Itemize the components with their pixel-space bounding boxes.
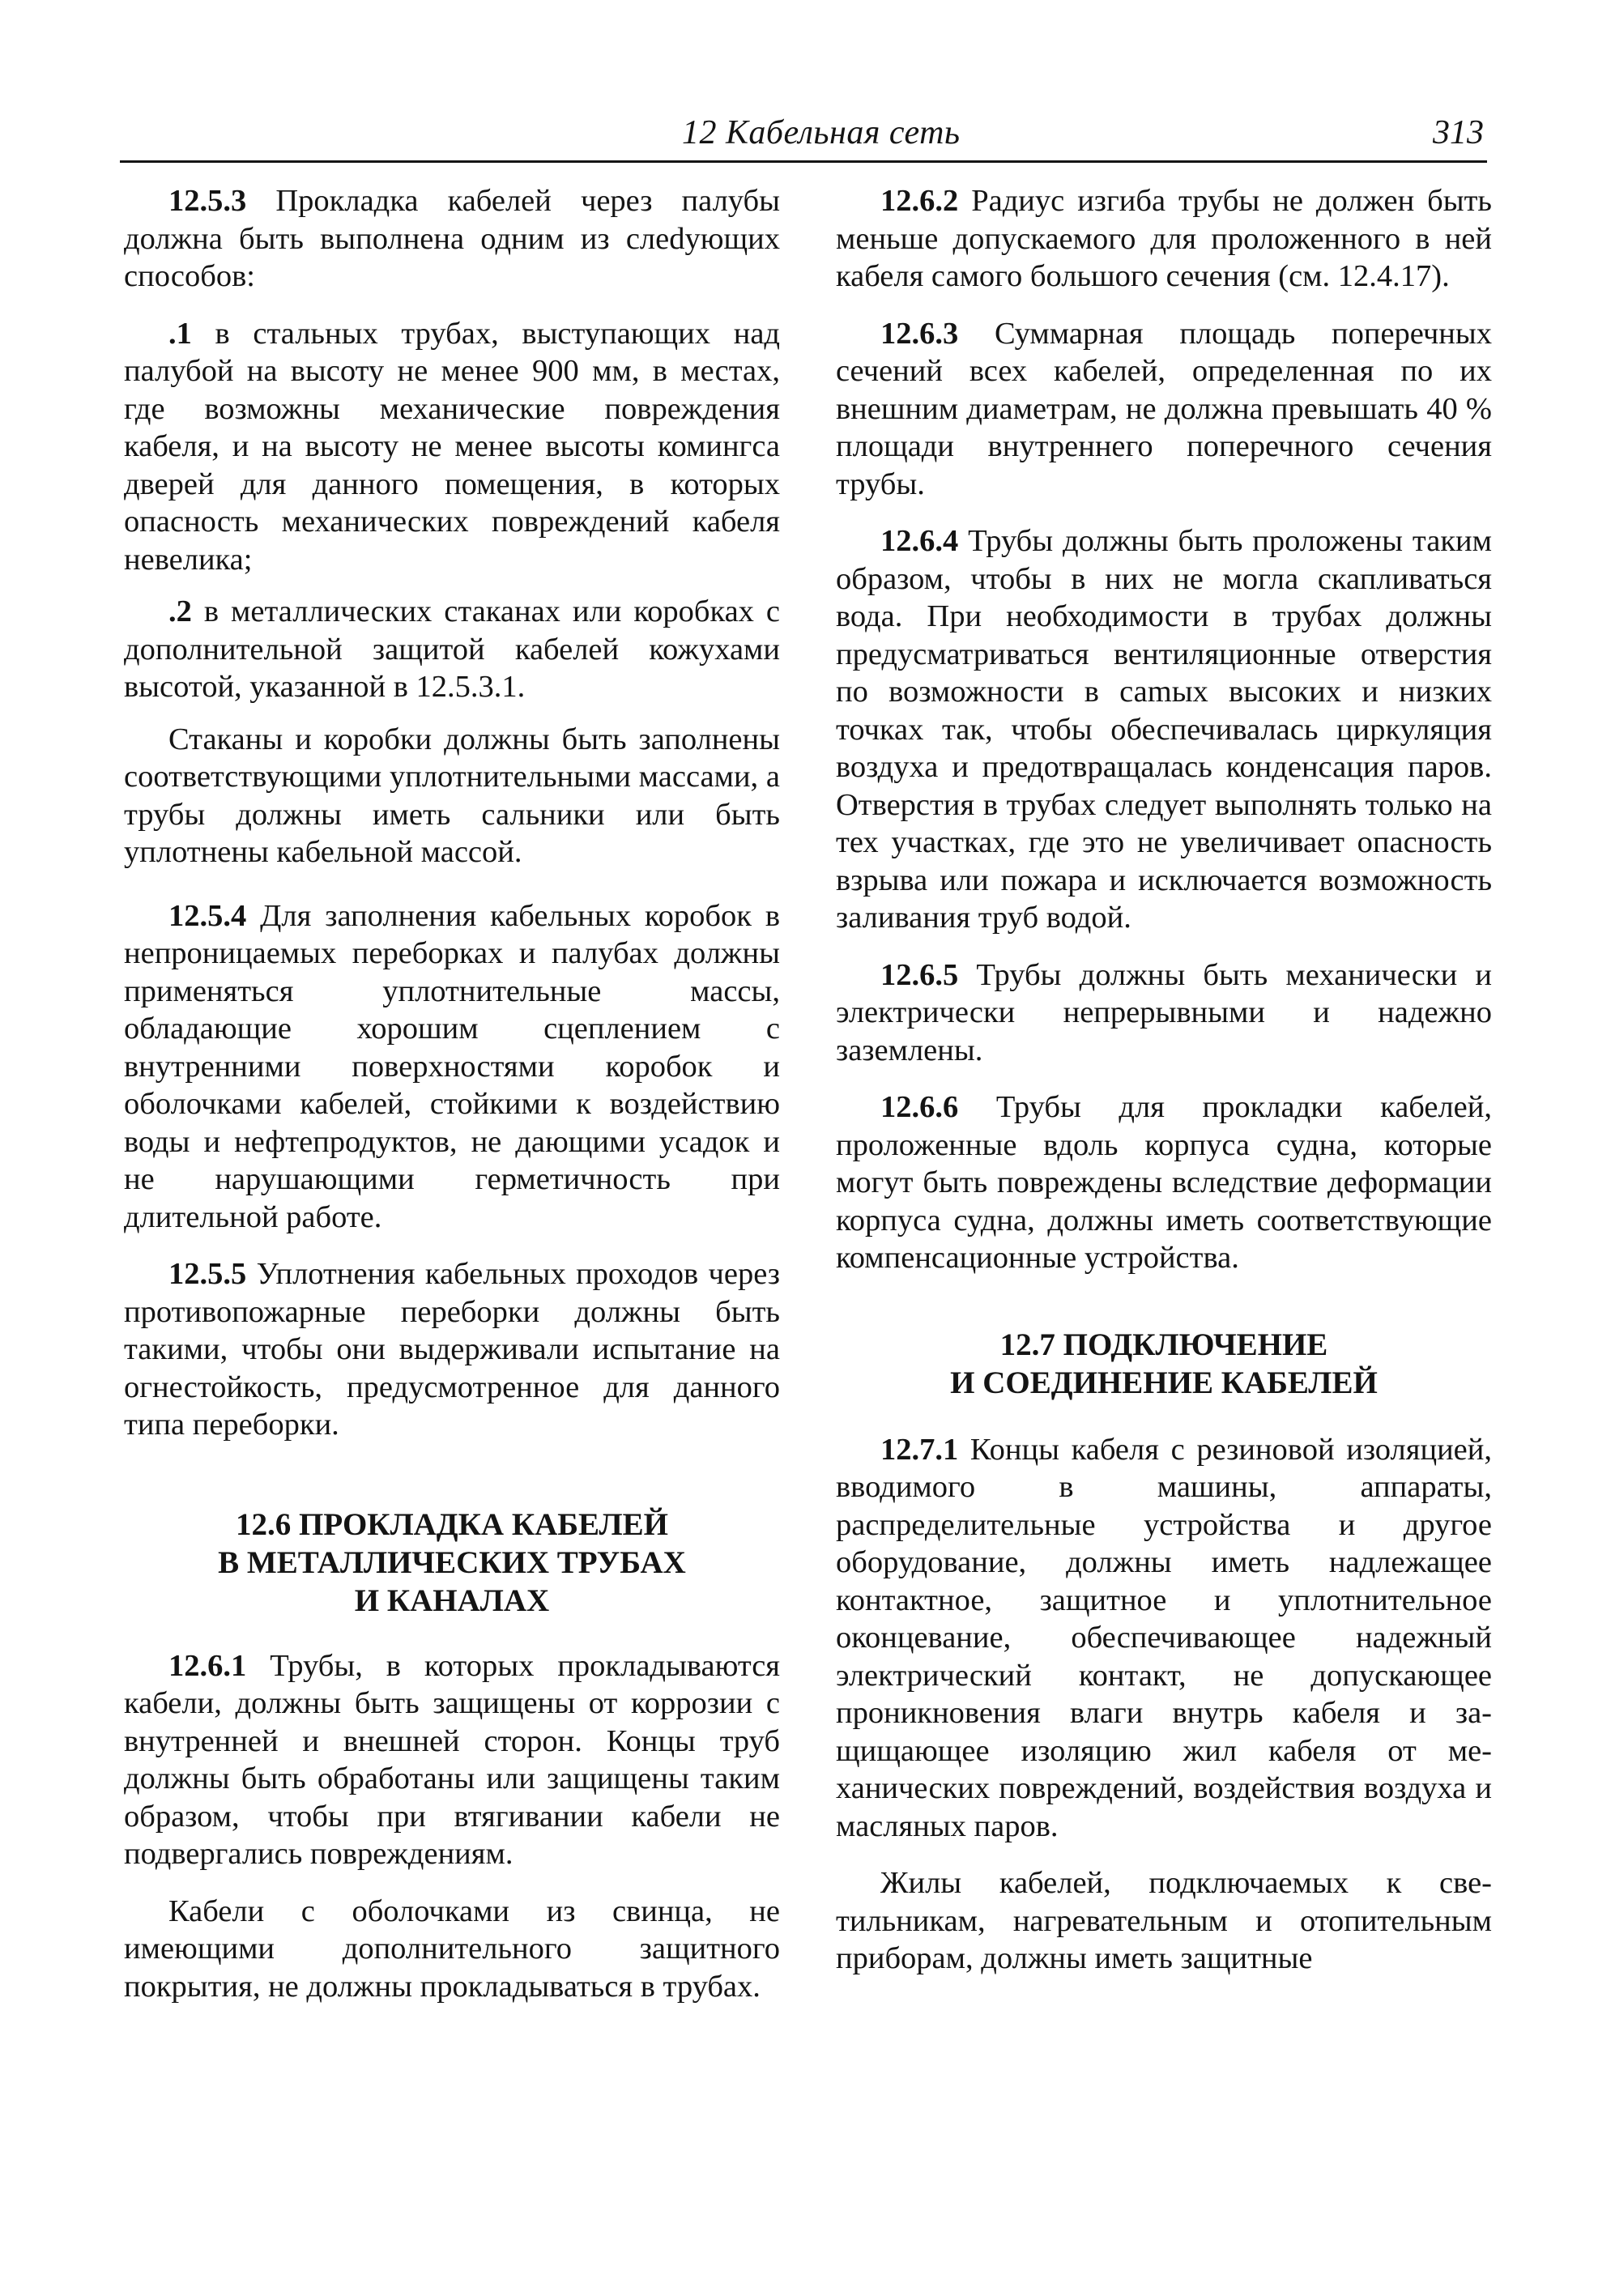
paragraph-text: Концы кабеля с резиновой изоляцией, вводимого в машины, аппараты, распределительные устройства и другое оборудование, должны иметь надлежащее контактное, защитное и уплотнительное оконцевание, обеспечивающее надежный электрический контакт, не допускающее проникновения влаги внутрь кабеля и защищающее изоляцию жил кабеля от механических повреждений, воздействия воздуха и масляных паров. [836,1432,1492,1843]
heading-line: 12.7 ПОДКЛЮЧЕНИЕ [999,1327,1328,1362]
section-heading-12-6 [124,1506,780,1620]
clause-number: 12.7.1 [880,1432,959,1467]
paragraph-text: Суммарная площадь поперечных сечений всех кабелей, определенная по их внешним диаметрам, не должна превышать 40 % площади внутреннего поперечного сечения трубы. [836,316,1492,501]
heading-line: И КАНАЛАХ [354,1582,550,1618]
clause-number: 12.6.6 [880,1090,959,1124]
page-number: 313 [1433,114,1484,151]
heading-line: В МЕТАЛЛИЧЕСКИХ ТРУБАХ [218,1544,686,1580]
clause-number: 12.6.5 [880,957,959,992]
clause-number: 12.6.4 [880,524,959,558]
paragraph-text: Уплотнения кабельных проходов через противопожарные переборки должны быть такими, чтобы они выдерживали испытание на огнестойкость, предусмотренное для данного типа переборки. [124,1257,780,1442]
paragraph-12-6-4 [836,522,1492,937]
heading-line: И СОЕДИНЕНИЕ КАБЕЛЕЙ [950,1365,1378,1400]
paragraph-12-5-5 [124,1255,780,1444]
clause-number: 12.6.2 [880,184,959,218]
paragraph-12-6-6 [836,1088,1492,1277]
item-number: .2 [168,594,192,628]
clause-number: 12.6.1 [168,1648,247,1683]
paragraph-text: Для заполнения кабельных коробок в непроницаемых переборках и палубах должны применяться уплотнительные массы, обладающие хорошим сцеплением с внутренними поверхностями коробок и оболочками кабелей, стойкими к воздействию воды и нефтепродуктов, не дающими усадок и не нарушающими герметичность при длительной работе. [124,898,780,1234]
right-column [836,182,1492,1997]
paragraph-text: Прокладка кабелей через палубы должна быть выполнена одним из слеdующих способов: [124,184,780,293]
list-item-12-5-3-2 [124,593,780,706]
paragraph-text: Трубы должны быть проложены таким образом, чтобы в них не могла скапливаться вода. При необходимости в трубах должны предусматриваться вентиляционные отверстия по возможности в саmых высоких и низких точках так, чтобы обеспечивалась циркуляция воздуха и предотвращалась конденсация паров. Отверстия в трубах следует выполнять только на тех участках, где это не увеличивает опасность взрыва или пожара и исключается возможность заливания труб водой. [836,524,1492,935]
paragraph-text: Трубы должны быть механически и электрически непрерывными и надежно заземлены. [836,957,1492,1067]
section-heading-12-7 [836,1326,1492,1402]
paragraph-text: Радиус изгиба трубы не должен быть меньше допускаемого для проложенного в ней кабеля самого большого сечения (см. 12.4.17). [836,184,1492,293]
list-item-12-5-3-1 [124,315,780,579]
paragraph-12-6-3 [836,315,1492,504]
paragraph-12-6-2 [836,182,1492,296]
paragraph-12-6-5 [836,956,1492,1070]
running-title: 12 Кабельная сеть [682,114,961,151]
paragraph-12-7-1-continuation: Жилы кабелей, подключаемых к светильникам, нагревательным и отопительным приборам, должны иметь защитные [836,1866,1492,1975]
paragraph-12-6-1 [124,1647,780,1873]
paragraph-text: в стальных трубах, выступающих над палубой на высоту не менее 900 мм, в местах, где возможны механические повреждения кабеля, и на высоту не менее высоты комингса дверей для данного помещения, в которых опасность механических повреждений кабеля невелика; [124,316,780,577]
paragraph-text: Трубы, в которых прокладываются кабели, должны быть защищены от коррозии с внутренней и внешней сторон. Концы труб должны быть обработаны или защищены таким образом, чтобы при втягивании кабели не подвергались повреждениям. [124,1648,780,1871]
paragraph-12-6-1-continuation: Кабели с оболочками из свинца, не имеющими дополнительного защитного покрытия, не должны прокладываться в трубах. [124,1893,780,2004]
paragraph-text: Трубы для прокладки кабелей, проложенные вдоль корпуса судна, которые могут быть повреждены вследствие деформации корпуса судна, должны иметь соответствующие компенсационные устройства. [836,1090,1492,1275]
heading-line: 12.6 ПРОКЛАДКА КАБЕЛЕЙ [236,1506,668,1542]
paragraph-text: в металлических стаканах или коробках с дополнительной защитой кабелей кожухами высотой, указанной в 12.5.3.1. [124,594,780,704]
left-column [124,182,780,2025]
paragraph-12-7-1 [836,1431,1492,1846]
clause-number: 12.5.4 [168,898,247,933]
clause-number: 12.5.3 [168,184,247,218]
paragraph-12-5-3-continuation: Стаканы и коробки должны быть заполнены соответствующими уплотнительными массами, а трубы должны иметь сальники или быть уплотнены кабельной массой. [124,722,780,869]
paragraph-12-5-3 [124,182,780,296]
clause-number: 12.6.3 [880,316,959,351]
running-header [120,112,1487,163]
item-number: .1 [168,316,192,351]
clause-number: 12.5.5 [168,1257,247,1291]
paragraph-12-5-4 [124,897,780,1237]
